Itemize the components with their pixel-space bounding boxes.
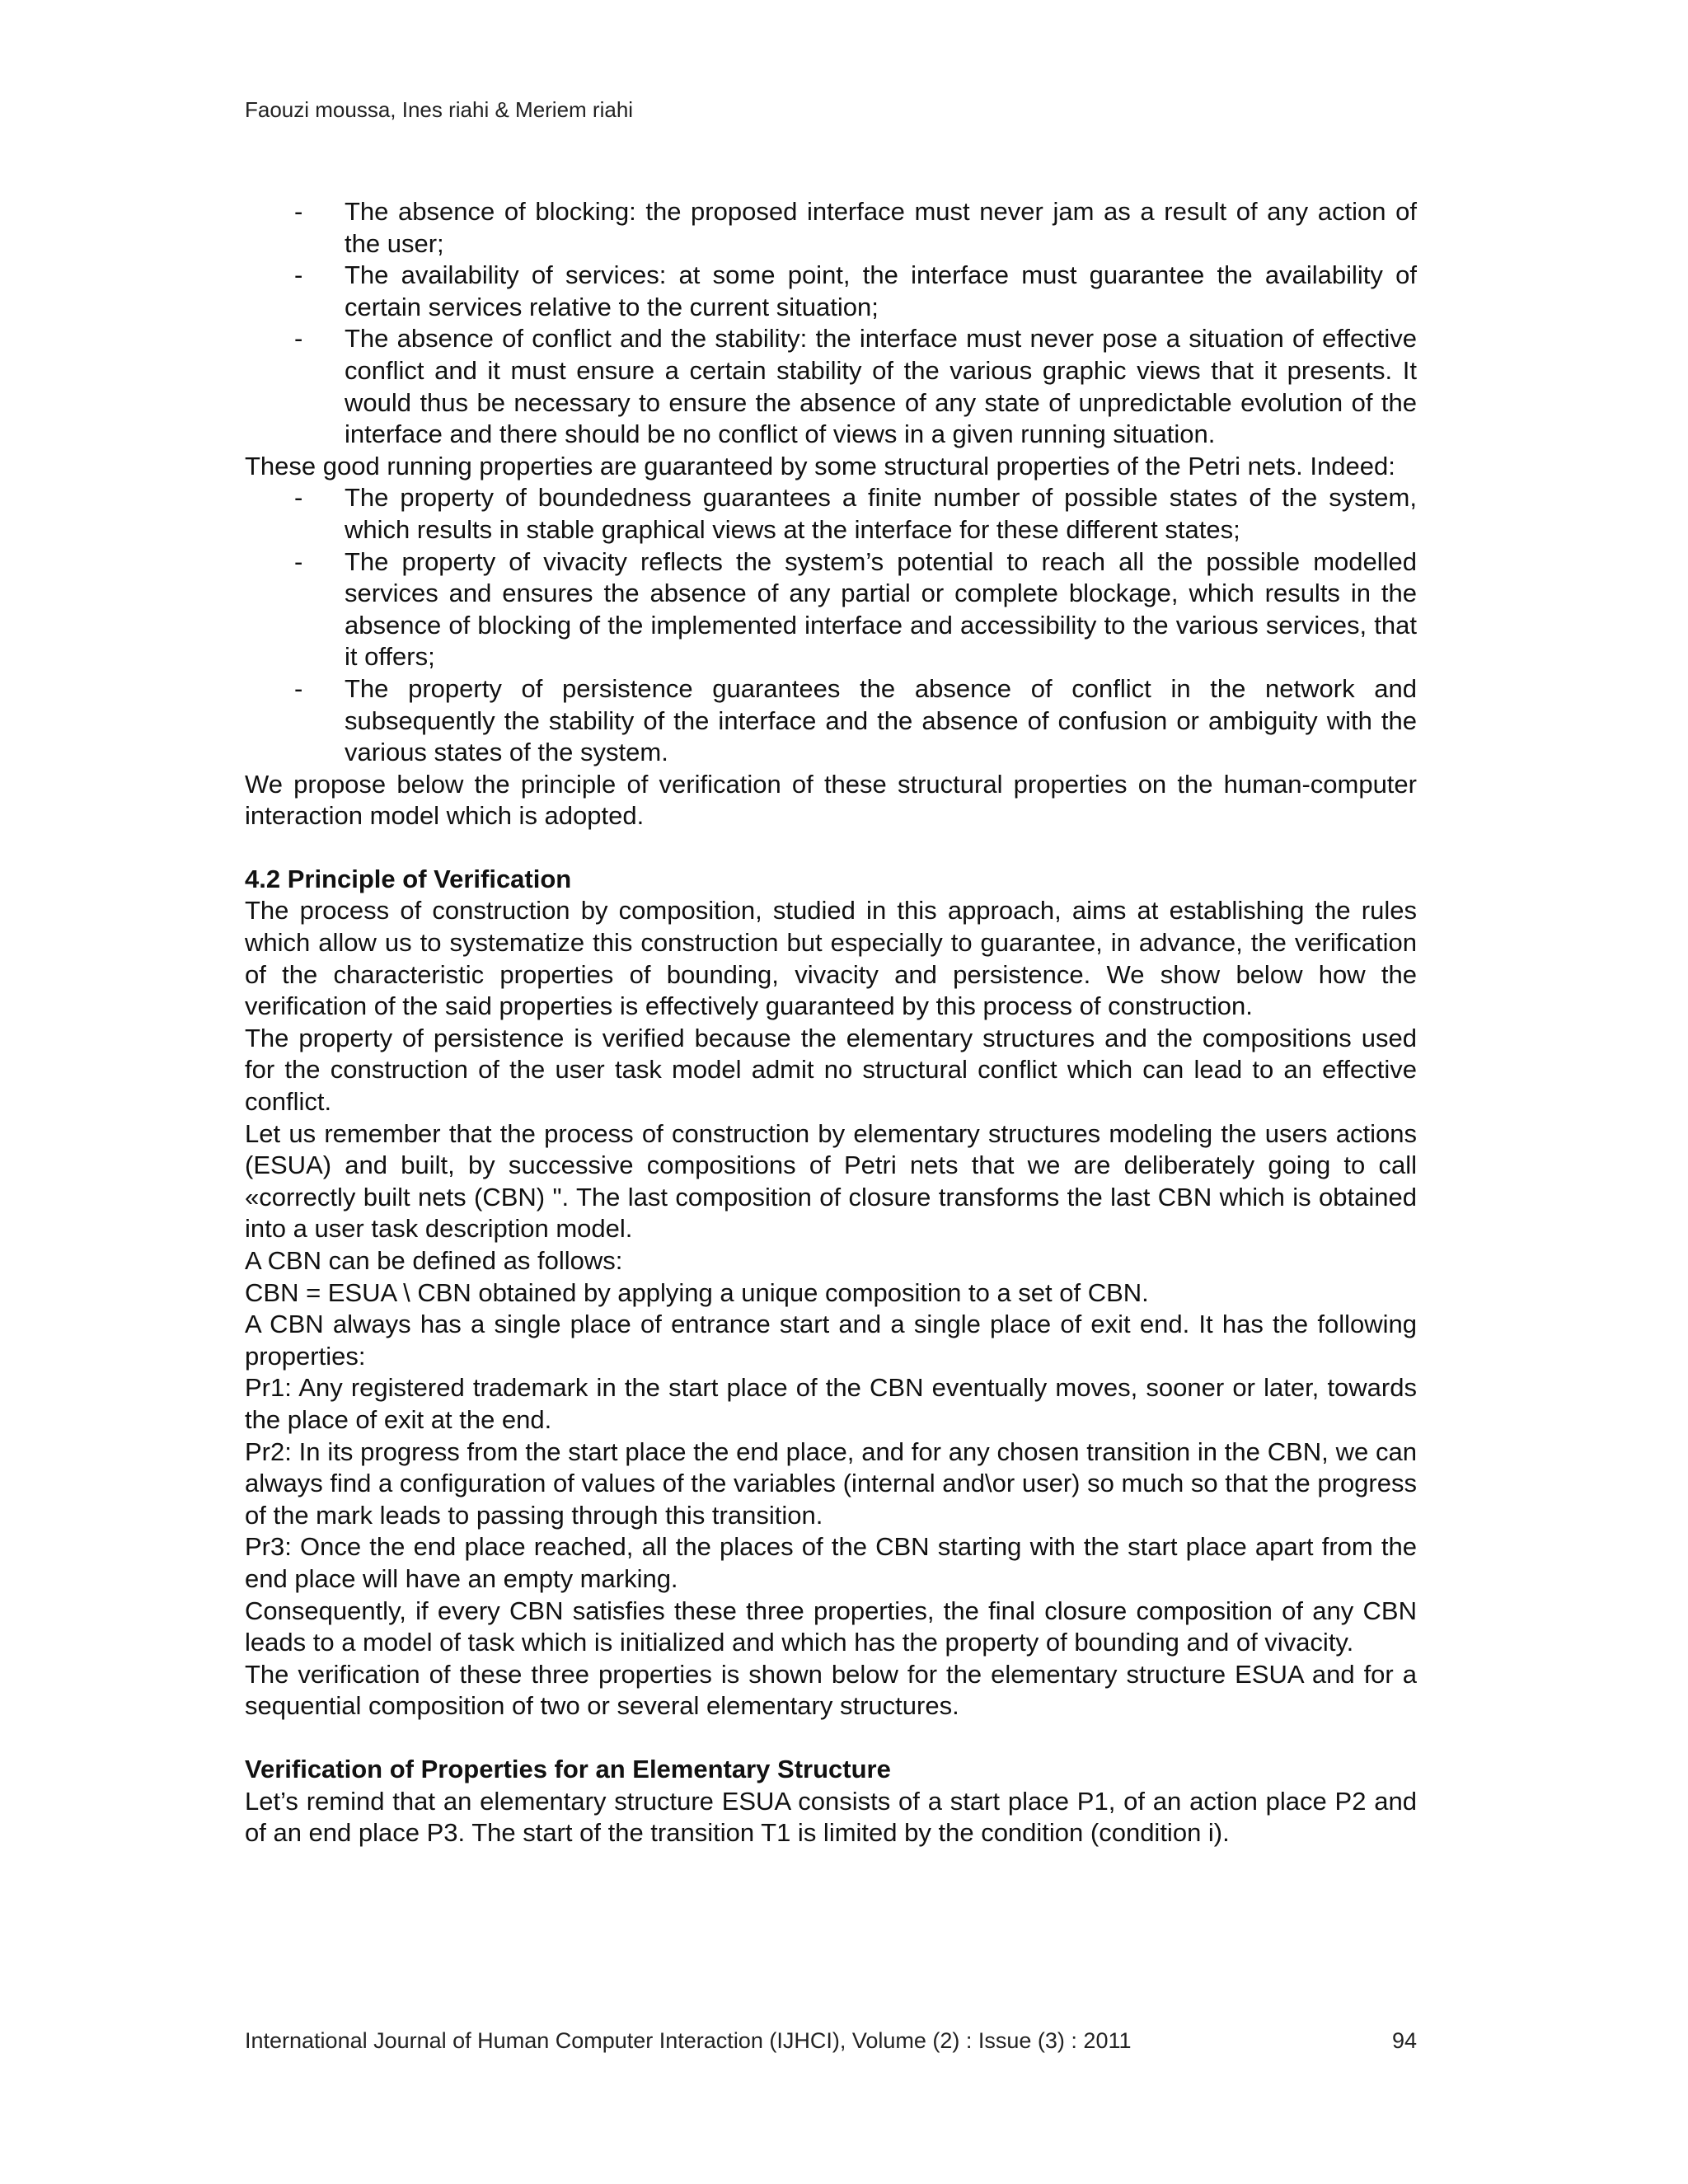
list-item: - The absence of conflict and the stability: the interface must never pose a situation of effective conflict and it must ensure a certain stability of the various graphic views that it presents. It would thus be necessary to ensure the absence of any state of unpredictable evolution of the interface and there should be no conflict of views in a given running situation. — [294, 324, 1417, 449]
property-list-petri — [245, 482, 1417, 768]
list-item: - The property of vivacity reflects the system’s potential to reach all the possible modelled services and ensures the absence of any partial or complete blockage, which results in the absence of blocking of the implemented interface and accessibility to the various services, that it offers; — [294, 546, 1417, 672]
paragraph: Let us remember that the process of construction by elementary structures modeling the users actions (ESUA) and built, by successive compositions of Petri nets that we are deliberately going to call «correctly built nets (CBN) ". The last composition of closure transforms the last CBN which is obtained into a user task description model. — [245, 1118, 1417, 1244]
subsection-heading: Verification of Properties for an Elementary Structure — [245, 1754, 891, 1783]
running-head: Faouzi moussa, Ines riahi & Meriem riahi — [245, 97, 634, 122]
page-number: 94 — [1391, 2028, 1417, 2053]
list-item: - The property of boundedness guarantees a finite number of possible states of the system, which results in stable graphical views at the interface for these different states; — [294, 483, 1417, 544]
paragraph: The process of construction by composition, studied in this approach, aims at establishing the rules which allow us to systematize this construction but especially to guarantee, in advance, the verification of the characteristic properties of bounding, vivacity and persistence. We show below how the verification of the said properties is effectively guaranteed by this process of construction. — [245, 896, 1417, 1021]
paragraph: These good running properties are guaranteed by some structural properties of the Petri nets. Indeed: — [245, 451, 1395, 480]
paragraph: A CBN always has a single place of entrance start and a single place of exit end. It has the following properties: — [245, 1310, 1417, 1371]
paragraph: Pr2: In its progress from the start place the end place, and for any chosen transition in the CBN, we can always find a configuration of values of the variables (internal and\or user) so much so that the progress of the mark leads to passing through this transition. — [245, 1436, 1417, 1530]
paragraph: Let’s remind that an elementary structure ESUA consists of a start place P1, of an action place P2 and of an end place P3. The start of the transition T1 is limited by the condition (condition i). — [245, 1786, 1417, 1848]
paragraph: Pr1: Any registered trademark in the start place of the CBN eventually moves, sooner or later, towards the place of exit at the end. — [245, 1373, 1417, 1434]
section-heading: 4.2 Principle of Verification — [245, 864, 572, 893]
paragraph: A CBN can be defined as follows: — [245, 1246, 623, 1275]
footer — [245, 2027, 1417, 2054]
paragraph: We propose below the principle of verification of these structural properties on the human-computer interaction model which is adopted. — [245, 769, 1417, 831]
body-text — [245, 196, 1417, 1849]
paragraph: The verification of these three properties is shown below for the elementary structure ESUA and for a sequential composition of two or several elementary structures. — [245, 1659, 1417, 1721]
list-item: - The property of persistence guarantees the absence of conflict in the network and subsequently the stability of the interface and the absence of confusion or ambiguity with the various states of the system. — [294, 673, 1417, 767]
property-list-interface — [245, 196, 1417, 451]
paragraph: Pr3: Once the end place reached, all the places of the CBN starting with the start place apart from the end place will have an empty marking. — [245, 1532, 1417, 1593]
paragraph: Consequently, if every CBN satisfies these three properties, the final closure composition of any CBN leads to a model of task which is initialized and which has the property of bounding and of vivacity. — [245, 1596, 1417, 1657]
list-item: - The absence of blocking: the proposed interface must never jam as a result of any action of the user; — [294, 197, 1417, 258]
paragraph: CBN = ESUA \ CBN obtained by applying a unique composition to a set of CBN. — [245, 1277, 1149, 1307]
journal-citation: International Journal of Human Computer Interaction (IJHCI), Volume (2) : Issue (3) : 2011 — [245, 2028, 1132, 2053]
paragraph: The property of persistence is verified because the elementary structures and the compositions used for the construction of the user task model admit no structural conflict which can lead to an effective conflict. — [245, 1023, 1417, 1117]
list-item: - The availability of services: at some point, the interface must guarantee the availability of certain services relative to the current situation; — [294, 260, 1417, 321]
